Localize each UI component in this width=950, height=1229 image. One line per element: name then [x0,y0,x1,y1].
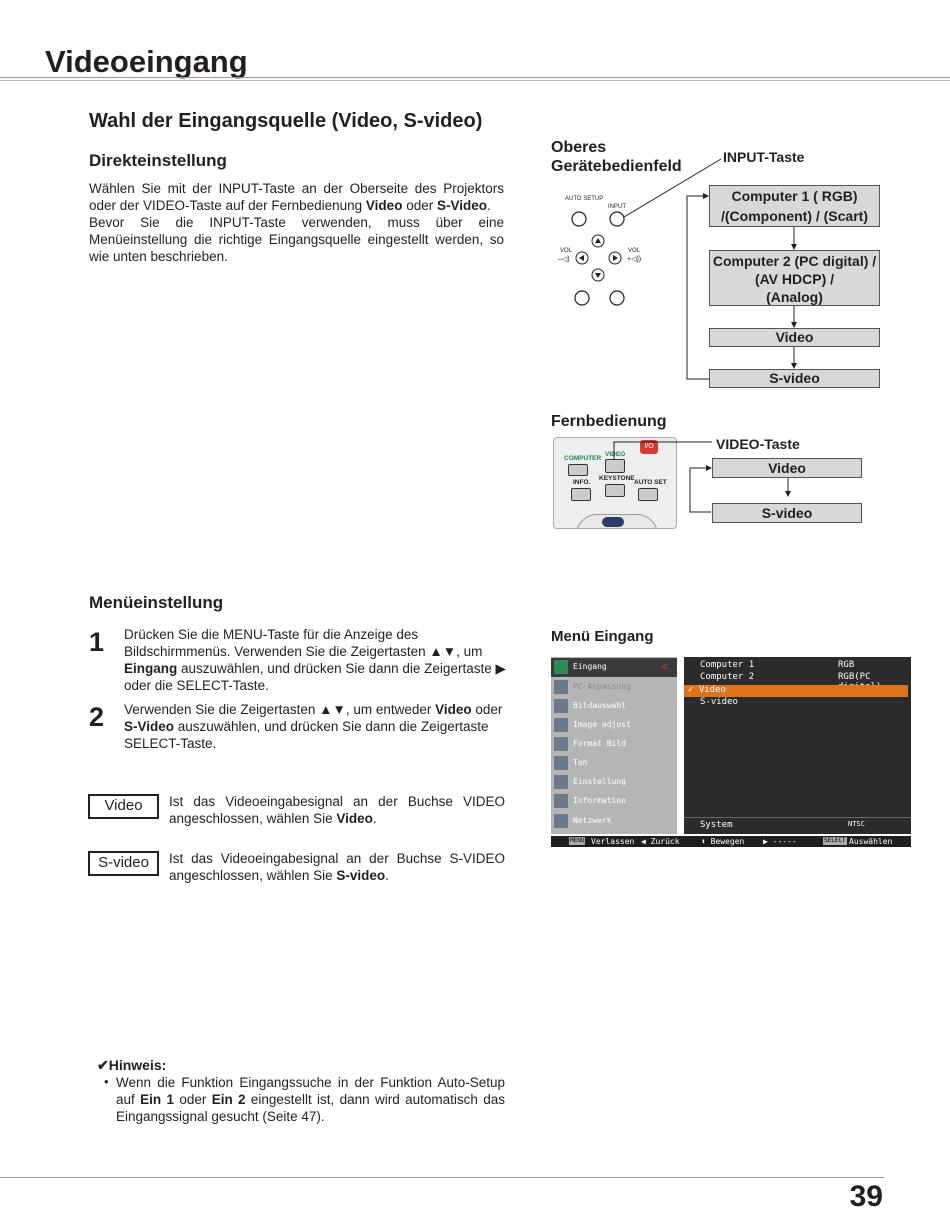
power-button: I/Ò [640,440,658,454]
video-key-label: VIDEO-Taste [716,436,800,452]
computer-button [568,464,588,476]
top-panel-label: Oberes Gerätebedienfeld [551,139,682,175]
remote-computer-label: COMPUTER [564,455,602,462]
menu-item-information: Information [551,792,677,811]
remote-flow-svideo: S-video [712,503,862,523]
direct-heading: Direkteinstellung [89,151,227,170]
note-text: Wenn die Funktion Eingangssuche in der Funktion Auto-Setup auf Ein 1 oder Ein 2 eingestellt ist, dann wird automatisch das Eingangssignal gesucht (Seite 47). [116,1075,505,1124]
menu-item-pc-anpassung: PC-Anpassung [551,678,677,697]
step-2-number: 2 [89,702,105,732]
footer-rule [0,1177,884,1178]
menu-heading: Menüeinstellung [89,593,224,612]
menu-item-einstellung: Einstellung [551,773,677,792]
flow-computer1: Computer 1 ( RGB) /(Component) / (Scart) [709,185,880,227]
input-icon [554,660,568,674]
flow-video: Video [709,328,880,347]
menu-help-bar: MENU Verlassen ◀ Zurück ⬍ Bewegen ▶ ----- SELECT Auswählen [551,836,911,847]
screen-format-icon [554,737,568,751]
vol-plus-icon: +◁)) [627,256,642,263]
direct-paragraph-1: Wählen Sie mit der INPUT-Taste an der Oberseite des Projektors oder der VIDEO-Taste auf der Fernbedienung Video oder S-Video. [89,181,504,213]
direct-paragraph-2: Bevor Sie die INPUT-Taste verwenden, muss über eine Menüeinstellung die richtige Eingangsquelle eingestellt werden, so wie unten beschrieben. [89,215,504,264]
image-adjust-icon [554,718,568,732]
page-number: 39 [849,1180,883,1213]
vol-minus-label: VOL [560,248,573,254]
remote-keystone-label: KEYSTONE [599,475,635,482]
menu-item-eingang: Eingang < [551,658,677,677]
direct-text [89,180,504,265]
option-svideo-tag: S-video [88,851,159,876]
menu-row-svideo: S-video [700,697,738,707]
note-bullet: • [104,1074,109,1089]
remote-autoset-label: AUTO SET [634,479,667,486]
vol-minus-icon: –◁) [558,256,570,263]
header-rule-secondary [0,80,950,81]
menu-row-video-selected: ✓ Video [684,685,908,697]
remote-video-label: VIDEO [605,451,626,458]
flow-svideo: S-video [709,369,880,388]
vol-plus-label: VOL [628,248,641,254]
info-icon [554,794,568,808]
autosetup-label: AUTO SETUP [565,196,604,202]
remote-info-label: INFO. [573,479,591,486]
menu-item-bildauswahl: Bildauswahl [551,697,677,716]
sound-icon [554,756,568,770]
select-key-badge: SELECT [824,837,846,844]
section-title: Wahl der Eingangsquelle (Video, S-video) [89,110,483,132]
pc-adjust-icon [554,680,568,694]
menu-screenshot [551,657,911,847]
step-1-text: Drücken Sie die MENU-Taste für die Anzeige des Bildschirmmenüs. Verwenden Sie die Zeigertasten ▲▼, um Eingang auszuwählen, und drücken Sie dann die Zeigertaste ▶ oder die SELECT-Taste. [124,627,506,693]
menu-content [684,657,911,834]
page-title: Videoeingang [45,44,248,79]
menu-row-computer2: Computer 2 RGB(PC [700,672,871,682]
remote-label: Fernbedienung [551,413,667,430]
menu-item-format-bild: Format Bild [551,735,677,754]
flow-computer2: Computer 2 (PC digital) / (AV HDCP) / (Analog) [709,250,880,306]
input-key-label: INPUT-Taste [723,149,805,165]
menu-row-system: System NTSC [684,817,911,832]
note-title: ✔Hinweis: [97,1057,167,1073]
menu-sidebar [551,657,677,834]
info-button [571,488,591,501]
menu-item-image-adjust: Image adjust [551,716,677,735]
settings-icon [554,775,568,789]
option-svideo-text: Ist das Videoeingabesignal an der Buchse S-VIDEO angeschlossen, wählen Sie S-video. [169,851,505,883]
input-button [610,212,624,226]
image-select-icon [554,699,568,713]
remote-flow-video: Video [712,458,862,478]
option-video-tag: Video [88,794,159,819]
menu-row-computer1: Computer 1 RGB [700,660,855,670]
back-arrow-icon: < [661,660,668,673]
menu-screen-label: Menü Eingang [551,628,654,645]
menu-item-netzwerk: Netzwerk [551,812,677,831]
header-rule [0,77,950,78]
step-1-number: 1 [89,627,105,657]
input-small-label: INPUT [608,204,626,210]
menu-key-badge: MENU [570,837,585,844]
step-2-text: Verwenden Sie die Zeigertasten ▲▼, um entweder Video oder S-Video auszuwählen, und drücken Sie dann die Zeigertaste SELECT-Taste. [124,702,503,751]
menu-item-ton: Ton [551,754,677,773]
autosetup-button [572,212,586,226]
network-icon [554,814,568,828]
option-video-text: Ist das Videoeingabesignal an der Buchse VIDEO angeschlossen, wählen Sie Video. [169,794,505,826]
